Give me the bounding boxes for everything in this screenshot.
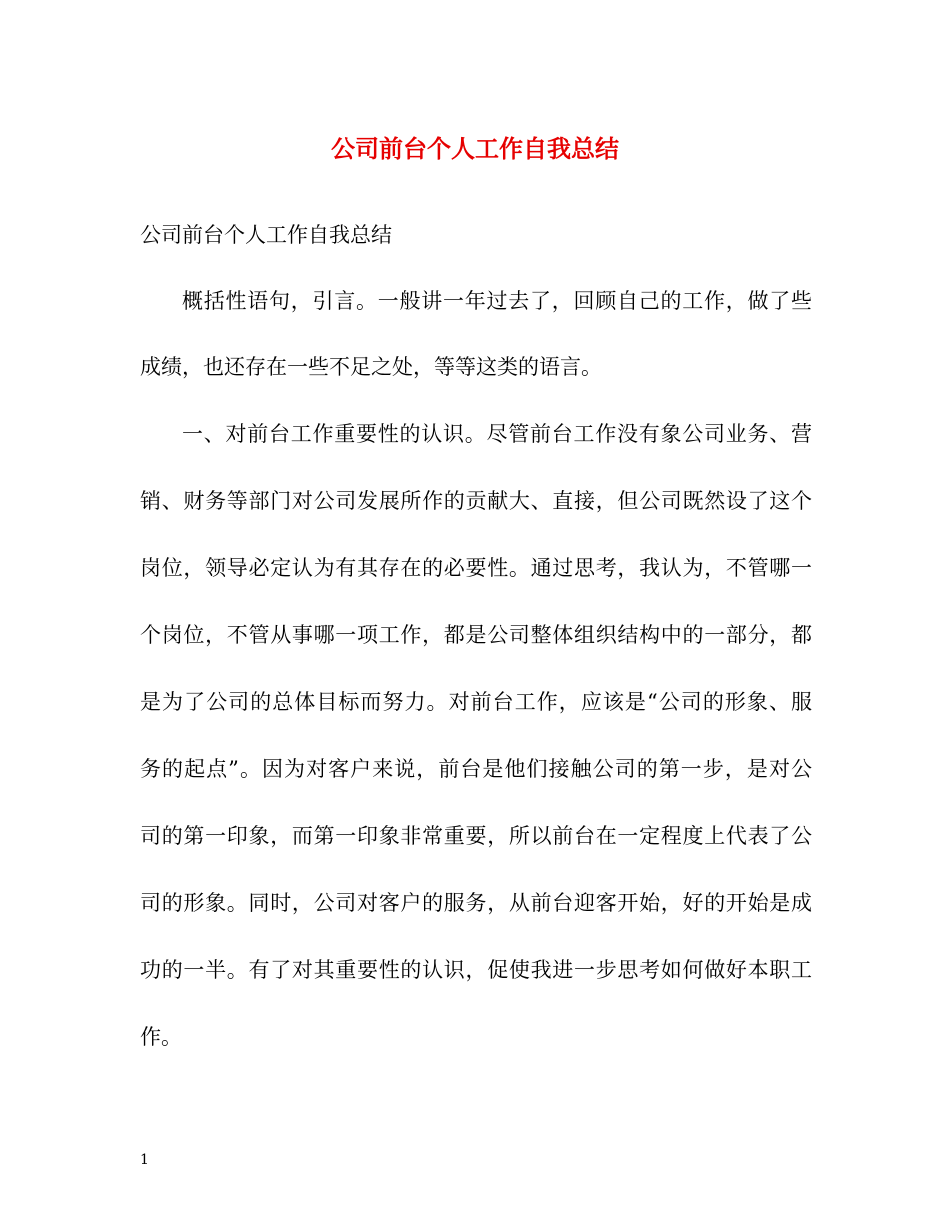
paragraph-line: 是为了公司的总体目标而努力。对前台工作，应该是“公司的形象、服 <box>140 690 812 714</box>
paragraph-line: 销、财务等部门对公司发展所作的贡献大、直接，但公司既然设了这个 <box>140 489 812 513</box>
paragraph-line: 作。 <box>140 1025 182 1049</box>
document-title: 公司前台个人工作自我总结 <box>331 134 619 163</box>
paragraph-line: 概括性语句，引言。一般讲一年过去了，回顾自己的工作，做了些 <box>182 289 812 313</box>
paragraph-line: 成绩，也还存在一些不足之处，等等这类的语言。 <box>140 355 602 379</box>
paragraph-line: 岗位，领导必定认为有其存在的必要性。通过思考，我认为，不管哪一 <box>140 556 812 580</box>
document-subtitle: 公司前台个人工作自我总结 <box>140 223 392 247</box>
page-number: 1 <box>140 1152 149 1168</box>
paragraph-line: 一、对前台工作重要性的认识。尽管前台工作没有象公司业务、营 <box>182 422 812 446</box>
paragraph-line: 司的形象。同时，公司对客户的服务，从前台迎客开始，好的开始是成 <box>140 891 812 915</box>
paragraph-line: 个岗位，不管从事哪一项工作，都是公司整体组织结构中的一部分，都 <box>140 623 812 647</box>
paragraph-line: 司的第一印象，而第一印象非常重要，所以前台在一定程度上代表了公 <box>140 824 812 848</box>
paragraph-line: 功的一半。有了对其重要性的认识，促使我进一步思考如何做好本职工 <box>140 958 812 982</box>
paragraph-line: 务的起点”。因为对客户来说，前台是他们接触公司的第一步，是对公 <box>140 757 812 781</box>
